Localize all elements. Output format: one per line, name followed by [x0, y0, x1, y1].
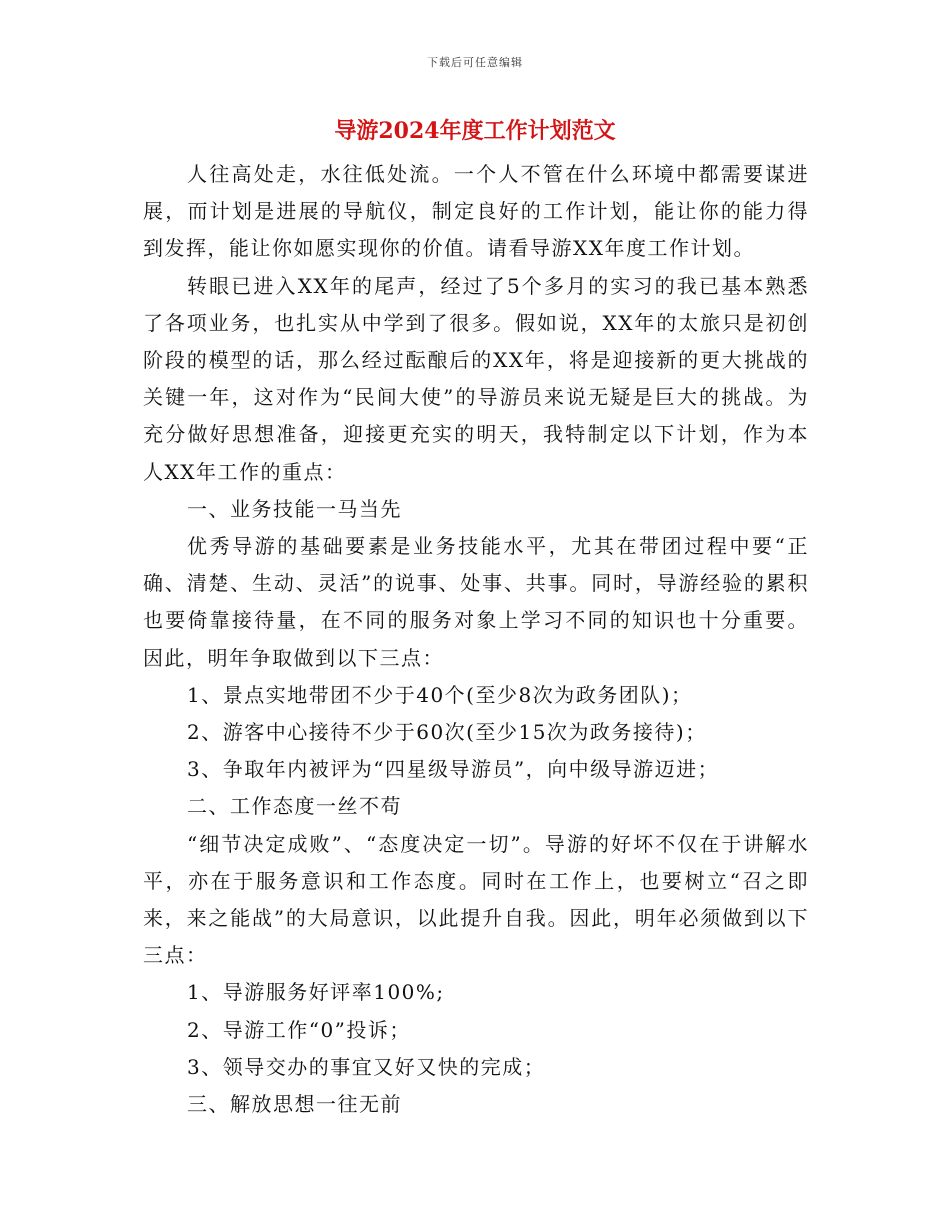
list-item: 3、争取年内被评为“四星级导游员”，向中级导游迈进； [187, 757, 720, 782]
section-heading-3: 三、解放思想一往无前 [187, 1092, 402, 1117]
list-item: 3、领导交办的事宜又好又快的完成； [187, 1054, 546, 1079]
paragraph-section-2: “细节决定成败”、“态度决定一切”。导游的好坏不仅在于讲解水平，亦在于服务意识和工作态度。同时在工作上，也要树立“召之即来，来之能战”的大局意识，以此提升自我。因此，明年必须做到以下三点： [143, 831, 809, 968]
list-item: 1、导游服务好评率100%; [187, 980, 445, 1005]
header-note: 下载后可任意编辑 [427, 56, 523, 69]
document-title: 导游2024年度工作计划范文 [334, 118, 616, 144]
paragraph-background: 转眼已进入XX年的尾声，经过了5个多月的实习的我已基本熟悉了各项业务，也扎实从中学到了很多。假如说，XX年的太旅只是初创阶段的模型的话，那么经过酝酿后的XX年，将是迎接新的更大挑战的关键一年，这对作为“民间大使”的导游员来说无疑是巨大的挑战。为充分做好思想准备，迎接更充实的明天，我特制定以下计划，作为本人XX年工作的重点： [143, 273, 809, 484]
list-item: 1、景点实地带团不少于40个(至少8次为政务团队)； [187, 682, 693, 707]
section-heading-1: 一、业务技能一马当先 [187, 496, 402, 521]
paragraph-section-1: 优秀导游的基础要素是业务技能水平，尤其在带团过程中要“正确、清楚、生动、灵活”的说事、处事、共事。同时，导游经验的累积也要倚靠接待量，在不同的服务对象上学习不同的知识也十分重要。因此，明年争取做到以下三点： [143, 534, 809, 670]
paragraph-intro: 人往高处走，水往低处流。一个人不管在什么环境中都需要谋进展，而计划是进展的导航仪，制定良好的工作计划，能让你的能力得到发挥，能让你如愿实现你的价值。请看导游XX年度工作计划。 [143, 162, 809, 261]
section-heading-2: 二、工作态度一丝不苟 [187, 794, 402, 819]
list-item: 2、游客中心接待不少于60次(至少15次为政务接待)； [187, 720, 707, 745]
list-item: 2、导游工作“0”投诉； [187, 1017, 411, 1042]
document-body [143, 156, 809, 1123]
